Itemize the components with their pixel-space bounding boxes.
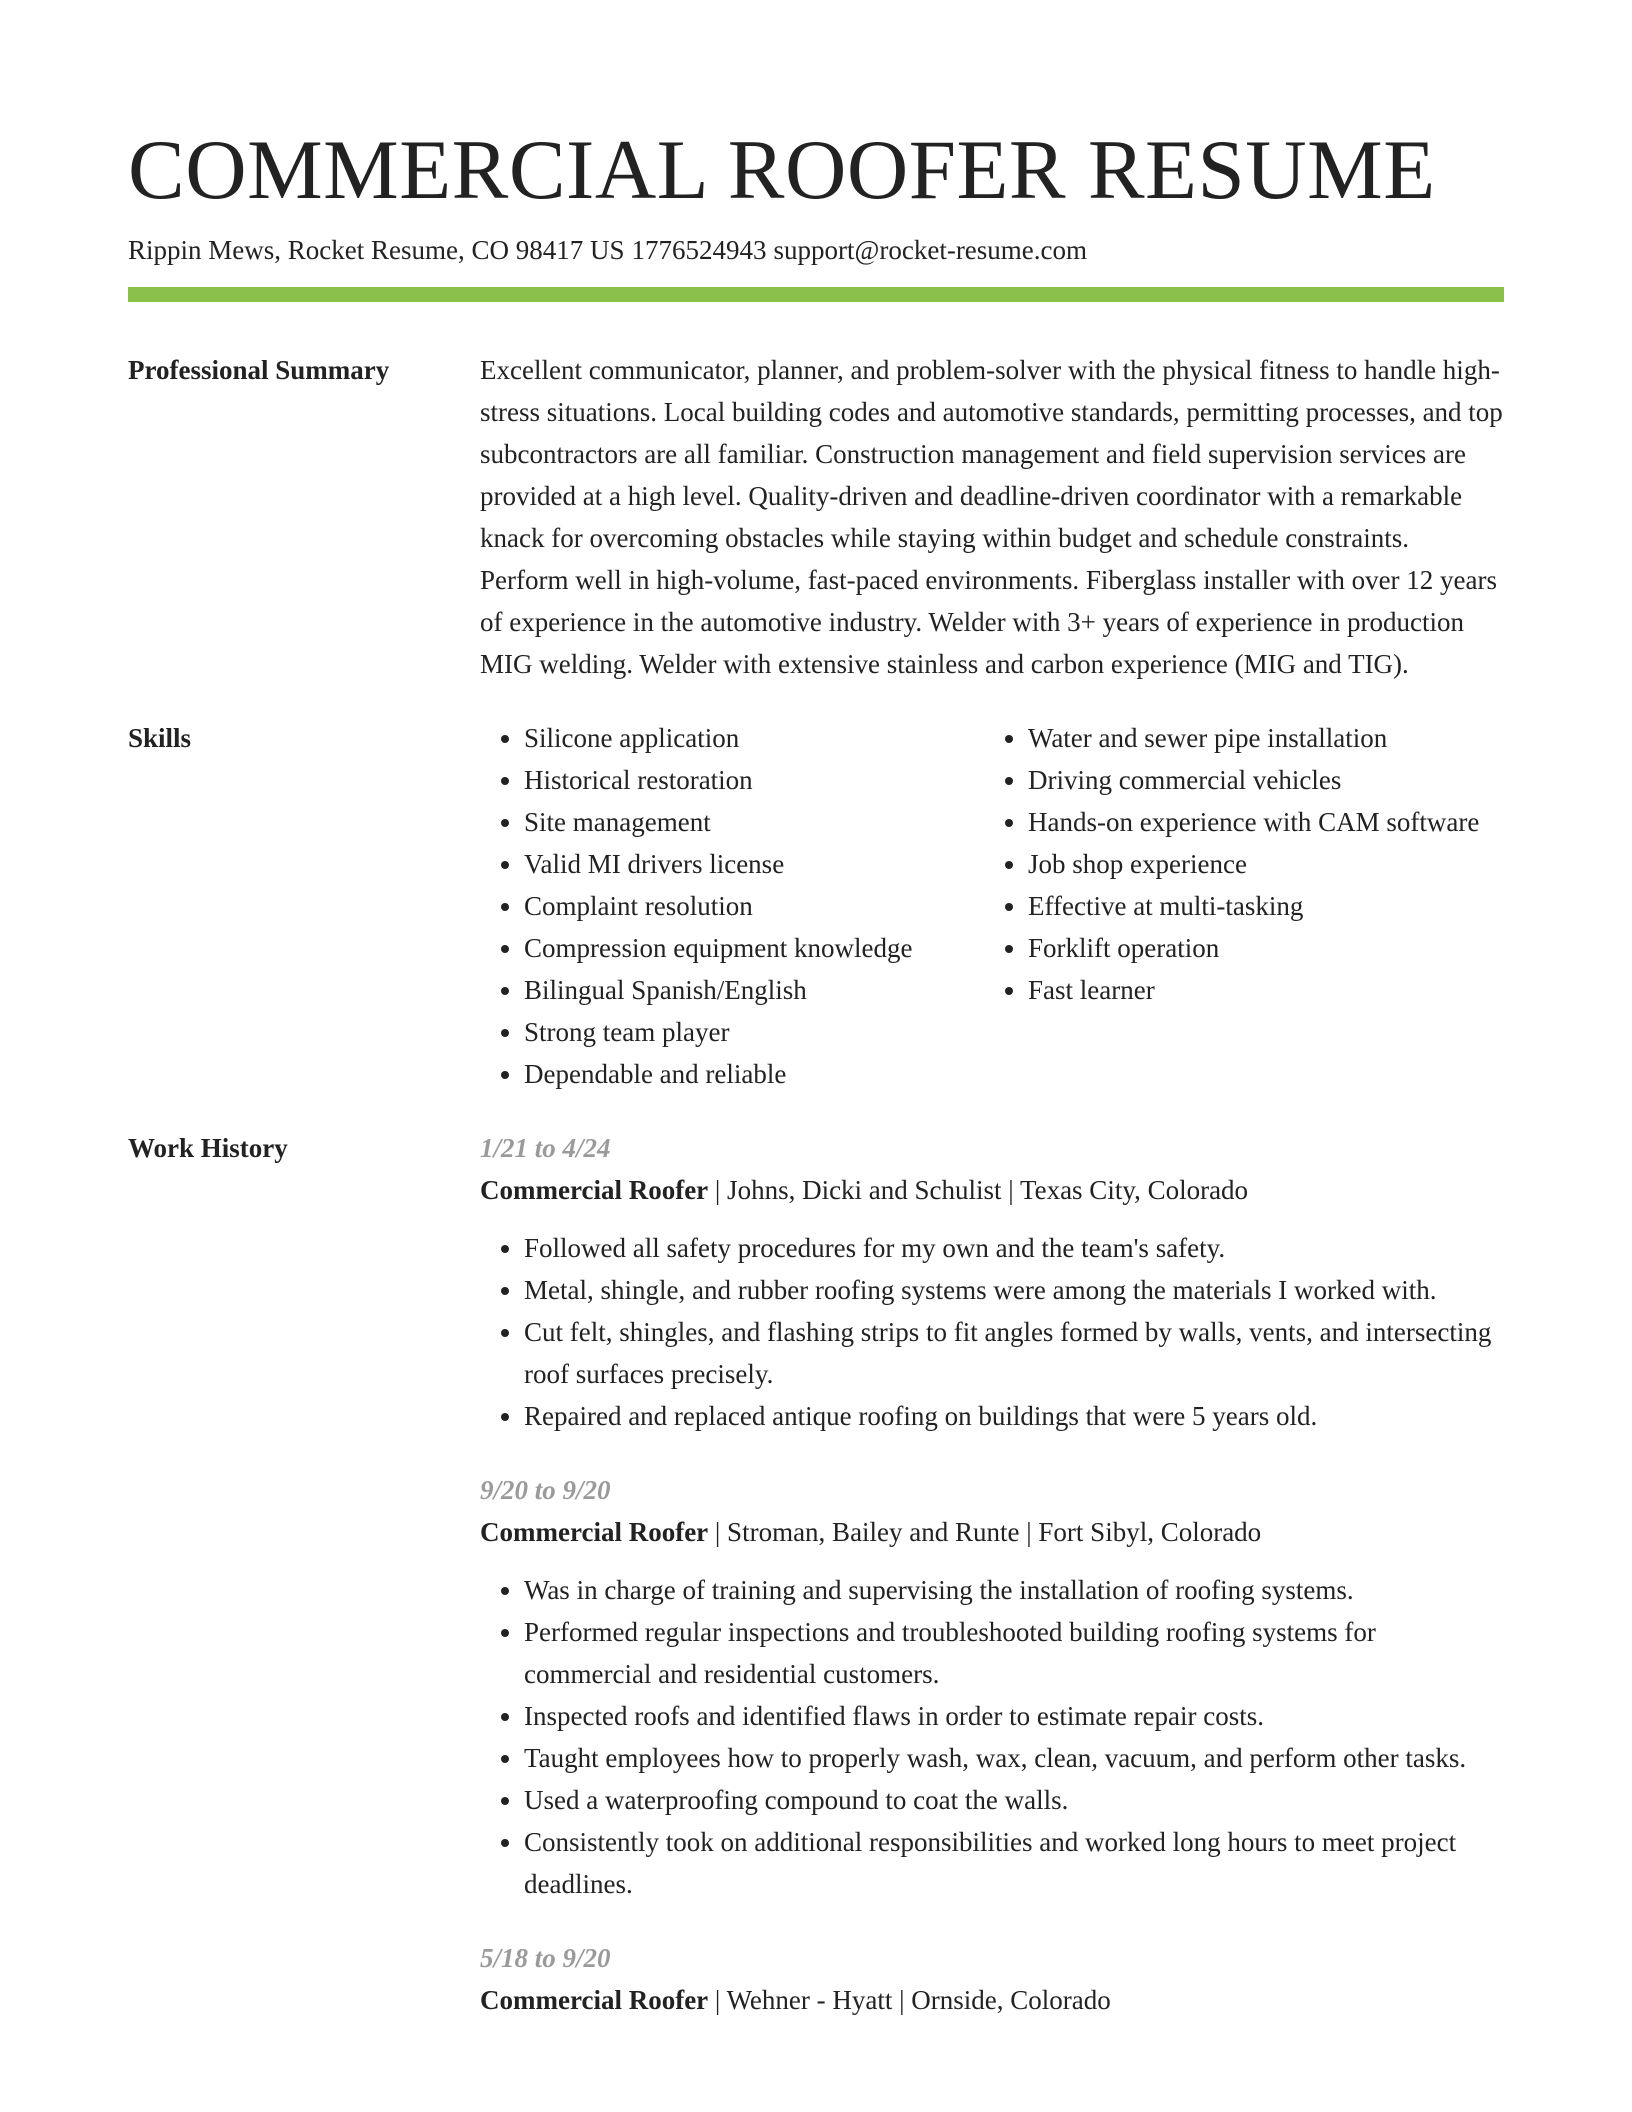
job-bullet: • Metal, shingle, and rubber roofing systems were among the materials I worked with. <box>524 1269 1504 1311</box>
skill-item: • Strong team player <box>524 1011 984 1053</box>
job-dates: 1/21 to 4/24 <box>480 1133 611 1163</box>
skill-item: • Bilingual Spanish/English <box>524 969 984 1011</box>
job-title: Commercial Roofer <box>480 1985 709 2015</box>
skill-item: • Job shop experience <box>1028 843 1488 885</box>
summary-text: Excellent communicator, planner, and problem-solver with the physical fitness to handle high-stress situations. Local building codes and automotive standards, permitting processes, and top subcontractors are all familiar. Construction management and field supervision services are provided at a high level. Quality-driven and deadline-driven coordinator with a remarkable knack for overcoming obstacles while staying within budget and schedule constraints. Perform well in high-volume, fast-paced environments. Fiberglass installer with over 12 years of experience in the automotive industry. Welder with 3+ years of experience in production MIG welding. Welder with extensive stainless and carbon experience (MIG and TIG). <box>480 355 1503 679</box>
job-bullet: • Used a waterproofing compound to coat the walls. <box>524 1779 1504 1821</box>
job-bullet: • Was in charge of training and supervising the installation of roofing systems. <box>524 1569 1504 1611</box>
skill-item: • Compression equipment knowledge <box>524 927 984 969</box>
job-bullet: • Inspected roofs and identified flaws in order to estimate repair costs. <box>524 1695 1504 1737</box>
skill-item: • Silicone application <box>524 717 984 759</box>
skills-heading: Skills <box>128 723 192 753</box>
skill-item: • Valid MI drivers license <box>524 843 984 885</box>
job-company-location: | Wehner - Hyatt | Ornside, Colorado <box>708 1985 1111 2015</box>
contact-email: support@rocket-resume.com <box>773 235 1088 265</box>
job-bullet: • Repaired and replaced antique roofing on buildings that were 5 years old. <box>524 1395 1504 1437</box>
skill-item: • Water and sewer pipe installation <box>1028 717 1488 759</box>
job-entry <box>480 1127 1504 1437</box>
resume-title: COMMERCIAL ROOFER RESUME <box>128 123 1436 217</box>
job-bullet: • Performed regular inspections and troubleshooted building roofing systems for commercial and residential customers. <box>524 1611 1504 1695</box>
skill-item: • Forklift operation <box>1028 927 1488 969</box>
skill-item: • Historical restoration <box>524 759 984 801</box>
job-dates: 9/20 to 9/20 <box>480 1475 611 1505</box>
contact-address: Rippin Mews, Rocket Resume, CO 98417 US <box>128 235 625 265</box>
work-history-body <box>480 1127 1504 2021</box>
contact-line <box>128 232 1504 268</box>
job-bullet: • Consistently took on additional responsibilities and worked long hours to meet project deadlines. <box>524 1821 1504 1905</box>
job-title: Commercial Roofer <box>480 1517 709 1547</box>
summary-section <box>128 349 1504 685</box>
skill-item: • Site management <box>524 801 984 843</box>
skill-item: • Fast learner <box>1028 969 1488 1011</box>
skills-list-left <box>480 717 984 1095</box>
job-heading-line <box>480 1979 1504 2021</box>
skills-column-left <box>480 717 984 1095</box>
skills-columns <box>480 717 1504 1095</box>
job-bullets <box>480 1569 1504 1905</box>
resume-page <box>128 120 1504 2021</box>
job-heading-line <box>480 1169 1504 1211</box>
skills-list-right <box>984 717 1488 1011</box>
job-bullet: • Followed all safety procedures for my own and the team's safety. <box>524 1227 1504 1269</box>
job-company-location: | Stroman, Bailey and Runte | Fort Sibyl, Colorado <box>708 1517 1262 1547</box>
work-history-section <box>128 1127 1504 2021</box>
skill-item: • Complaint resolution <box>524 885 984 927</box>
job-bullets <box>480 1227 1504 1437</box>
skills-column-right <box>984 717 1488 1095</box>
job-entry <box>480 1469 1504 1905</box>
skill-item: • Effective at multi-tasking <box>1028 885 1488 927</box>
job-bullet: • Taught employees how to properly wash, wax, clean, vacuum, and perform other tasks. <box>524 1737 1504 1779</box>
job-entry <box>480 1937 1504 2021</box>
job-bullet: • Cut felt, shingles, and flashing strips to fit angles formed by walls, vents, and intersecting roof surfaces precisely. <box>524 1311 1504 1395</box>
contact-phone: 1776524943 <box>631 235 767 265</box>
skill-item: • Hands-on experience with CAM software <box>1028 801 1488 843</box>
skills-section <box>128 717 1504 1095</box>
job-company-location: | Johns, Dicki and Schulist | Texas City, Colorado <box>708 1175 1249 1205</box>
job-dates: 5/18 to 9/20 <box>480 1943 611 1973</box>
work-history-heading: Work History <box>128 1133 288 1163</box>
accent-divider <box>128 287 1504 302</box>
job-title: Commercial Roofer <box>480 1175 709 1205</box>
summary-heading: Professional Summary <box>128 355 390 385</box>
job-heading-line <box>480 1511 1504 1553</box>
skill-item: • Driving commercial vehicles <box>1028 759 1488 801</box>
skill-item: • Dependable and reliable <box>524 1053 984 1095</box>
